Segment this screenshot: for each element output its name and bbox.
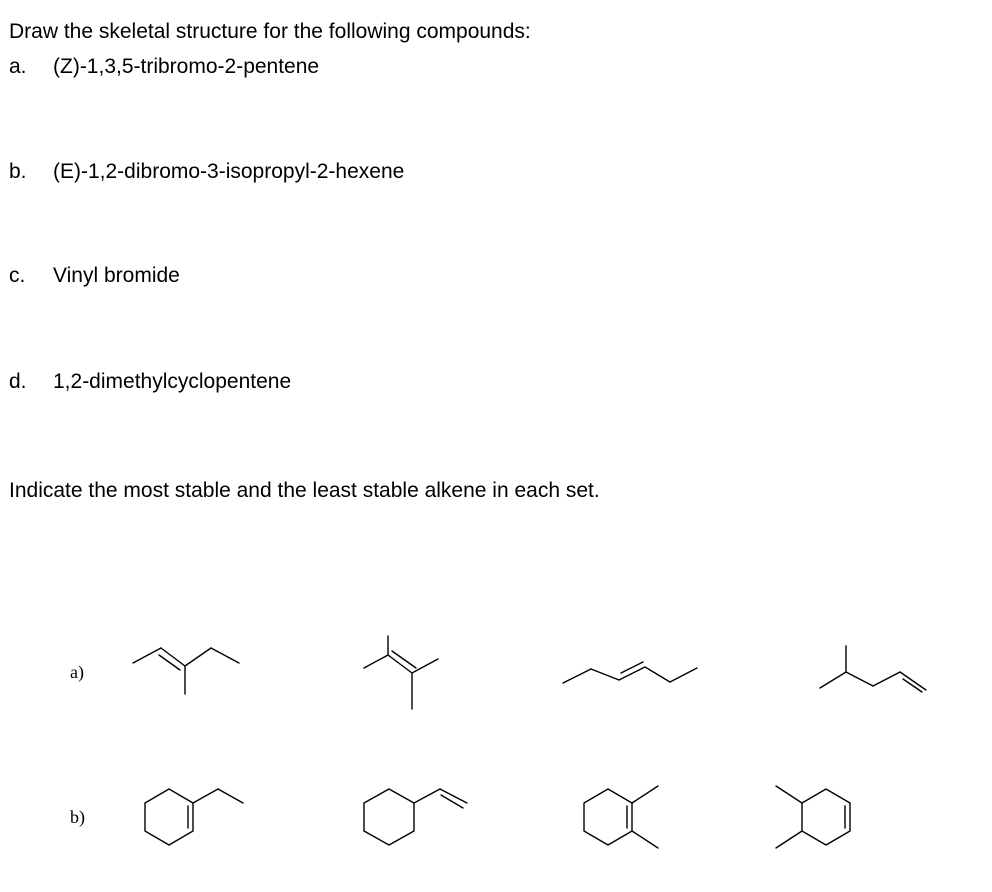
item-text: (E)-1,2-dibromo-3-isopropyl-2-hexene bbox=[53, 160, 405, 183]
item-letter: d. bbox=[9, 370, 27, 393]
item-text: 1,2-dimethylcyclopentene bbox=[53, 370, 292, 393]
question-1-prompt: Draw the skeletal structure for the following compounds: bbox=[9, 20, 531, 43]
question-2-prompt: Indicate the most stable and the least stable alkene in each set. bbox=[9, 479, 600, 502]
item-letter: a. bbox=[9, 55, 27, 78]
item-letter: c. bbox=[9, 264, 26, 287]
item-text: Vinyl bromide bbox=[53, 264, 180, 287]
item-letter: b. bbox=[9, 160, 27, 183]
set-label-a: a) bbox=[70, 662, 84, 682]
set-label-b: b) bbox=[70, 807, 85, 827]
item-text: (Z)-1,3,5-tribromo-2-pentene bbox=[53, 55, 320, 78]
